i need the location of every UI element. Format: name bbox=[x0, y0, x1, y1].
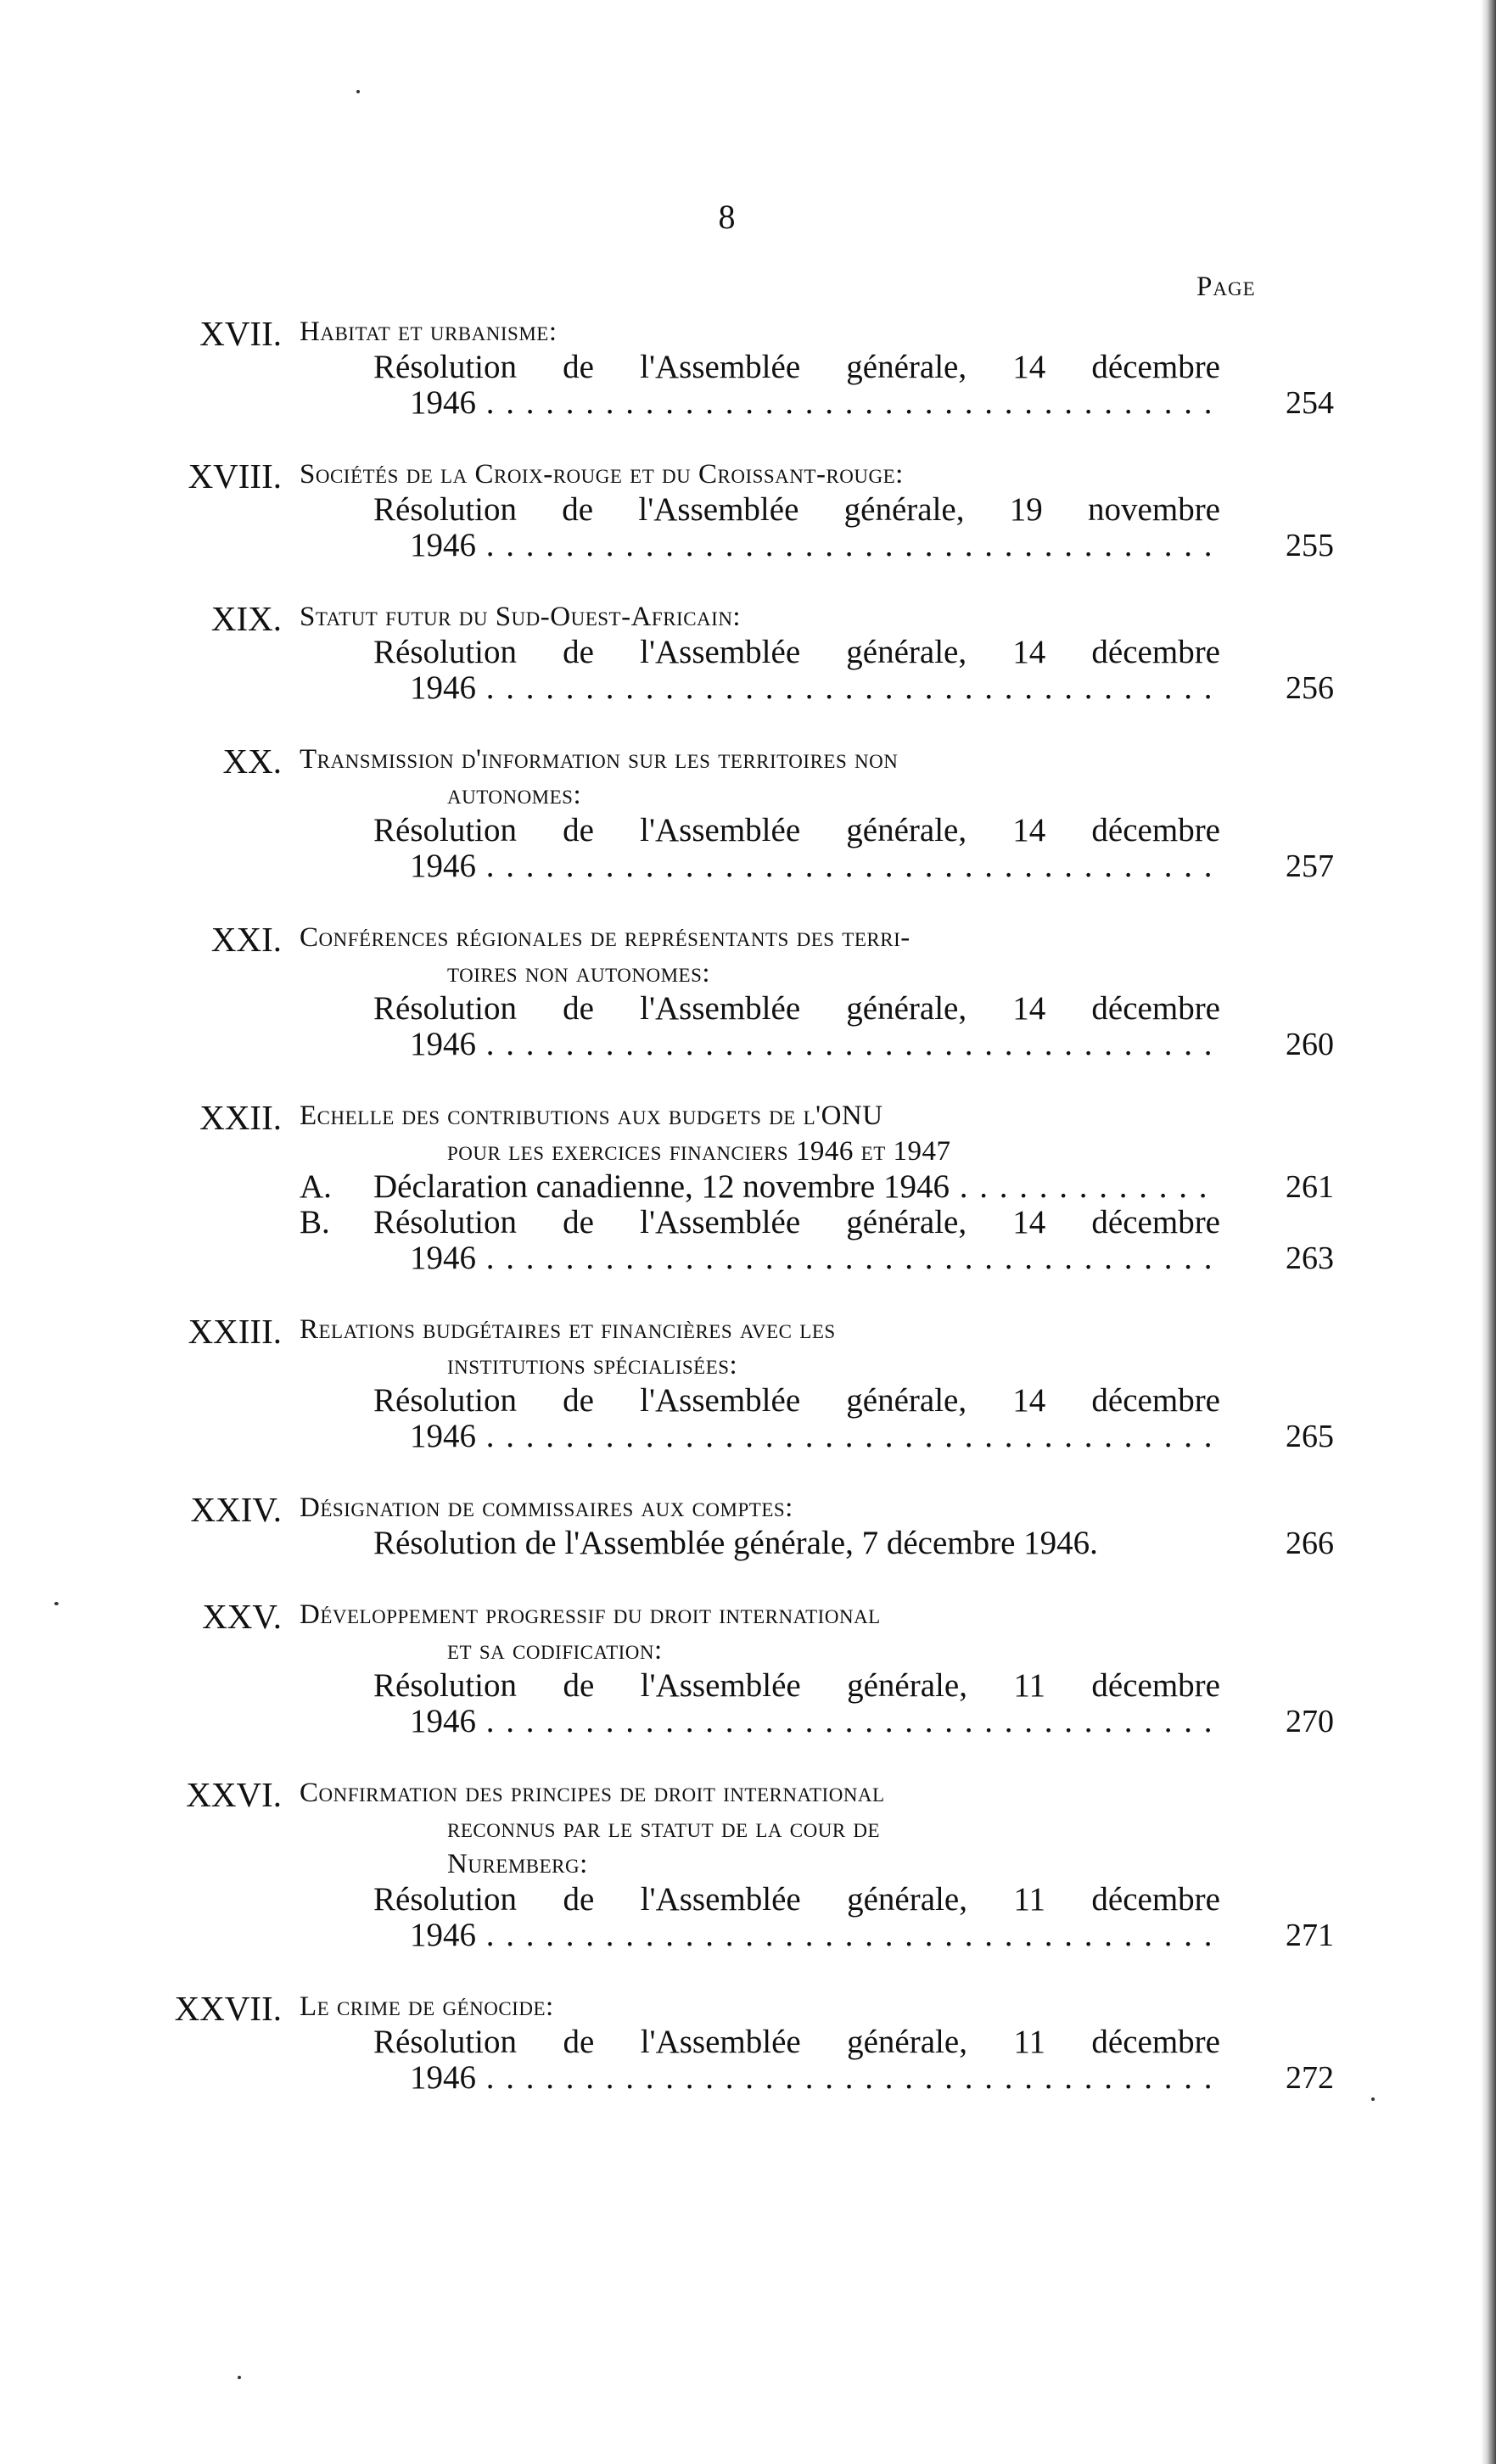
resolution-word: l'Assemblée bbox=[640, 1667, 801, 1704]
resolution-word: 14 bbox=[1012, 349, 1046, 385]
resolution-year: 1946 bbox=[410, 670, 476, 706]
entry-title-line: Sociétés de la Croix-rouge et du Croissant-rouge: bbox=[300, 459, 904, 490]
resolution-word: Résolution bbox=[373, 491, 518, 528]
resolution-word: 14 bbox=[1012, 1382, 1046, 1419]
page-reference: 255 bbox=[1286, 528, 1334, 563]
resolution-year: 1946 bbox=[410, 848, 476, 884]
page-reference: 271 bbox=[1286, 1918, 1334, 1953]
resolution-word: générale, bbox=[846, 349, 967, 385]
toc-entry bbox=[0, 1098, 1496, 1276]
resolution-year: 1946 bbox=[410, 1419, 476, 1454]
resolution-line bbox=[0, 350, 1496, 385]
resolution-year: 1946 bbox=[410, 528, 476, 563]
resolution-word: Résolution bbox=[373, 349, 518, 385]
page-reference: 257 bbox=[1286, 848, 1334, 884]
entry-title-line: Statut futur du Sud-Ouest-Africain: bbox=[300, 602, 742, 632]
resolution-year: 1946 bbox=[410, 1704, 476, 1739]
resolution-word: Résolution bbox=[373, 1881, 518, 1918]
page-column-header: Page bbox=[1196, 272, 1256, 302]
resolution-word: Résolution bbox=[373, 990, 518, 1027]
resolution-word: générale, bbox=[847, 1881, 967, 1918]
entry-title-line: Habitat et urbanisme: bbox=[300, 316, 557, 347]
resolution-year: 1946 bbox=[410, 385, 476, 421]
entry-number: XXIII. bbox=[188, 1312, 282, 1351]
resolution-line bbox=[0, 1205, 1496, 1240]
resolution-word: 14 bbox=[1012, 634, 1046, 670]
entry-title-line: Le crime de génocide: bbox=[300, 1991, 554, 2022]
page-reference: 272 bbox=[1286, 2060, 1334, 2096]
dot-leader bbox=[476, 1240, 1220, 1276]
resolution-word: 14 bbox=[1012, 812, 1046, 848]
entry-number: XXV. bbox=[202, 1597, 282, 1636]
entry-title-line: Désignation de commissaires aux comptes: bbox=[300, 1492, 793, 1523]
page-number: 8 bbox=[718, 198, 736, 236]
sub-entry-letter: A. bbox=[300, 1168, 332, 1205]
year-row bbox=[0, 848, 1496, 884]
resolution-word: décembre bbox=[1091, 349, 1220, 385]
page-reference: 263 bbox=[1286, 1240, 1334, 1276]
year-row bbox=[0, 385, 1496, 421]
resolution-word: de bbox=[563, 1667, 595, 1704]
resolution-word: générale, bbox=[846, 1204, 967, 1240]
resolution-line bbox=[0, 1668, 1496, 1704]
entry-title-line: Echelle des contributions aux budgets de l'ONU bbox=[300, 1100, 883, 1131]
page-reference: 254 bbox=[1286, 385, 1334, 421]
year-with-leader bbox=[410, 1027, 1220, 1062]
resolution-line bbox=[0, 991, 1496, 1027]
resolution-word: l'Assemblée bbox=[640, 990, 801, 1027]
year-with-leader bbox=[410, 1704, 1220, 1739]
resolution-line bbox=[0, 1526, 1496, 1561]
resolution-year: 1946 bbox=[410, 1918, 476, 1953]
resolution-word: de bbox=[563, 2024, 595, 2060]
sub-entry-b bbox=[0, 1205, 1496, 1276]
resolution-word: décembre bbox=[1091, 2024, 1220, 2060]
toc-entry bbox=[0, 1775, 1496, 1953]
year-with-leader bbox=[410, 1240, 1220, 1276]
resolution-line bbox=[0, 1882, 1496, 1918]
entry-title-line: pour les exercices financiers 1946 et 1947 bbox=[447, 1136, 951, 1167]
page-reference: 260 bbox=[1286, 1027, 1334, 1062]
toc-entry bbox=[0, 599, 1496, 706]
entry-number: XXVI. bbox=[186, 1775, 282, 1814]
entry-number: XVIII. bbox=[188, 456, 282, 496]
entry-title bbox=[300, 1775, 1220, 1882]
resolution-year: 1946 bbox=[410, 1027, 476, 1062]
resolution-year: 1946 bbox=[410, 2060, 476, 2096]
toc-entry bbox=[0, 314, 1496, 421]
entry-title-line: et sa codification: bbox=[447, 1635, 663, 1666]
entry-title-line: Développement progressif du droit international bbox=[300, 1599, 881, 1630]
entry-title bbox=[300, 599, 1220, 635]
resolution-word: l'Assemblée bbox=[640, 812, 801, 848]
resolution-word: générale, bbox=[847, 1667, 967, 1704]
resolution-word: de bbox=[562, 491, 594, 528]
year-row bbox=[0, 1027, 1496, 1062]
year-row bbox=[0, 670, 1496, 706]
entry-title-line: toires non autonomes: bbox=[447, 958, 711, 988]
resolution-line bbox=[0, 813, 1496, 848]
page-reference: 270 bbox=[1286, 1704, 1334, 1739]
page-edge-shadow bbox=[1481, 0, 1496, 2464]
entry-title bbox=[300, 314, 1220, 350]
page-reference: 261 bbox=[1286, 1169, 1334, 1205]
resolution-text bbox=[373, 1205, 1220, 1240]
dot-leader bbox=[950, 1169, 1220, 1205]
entry-title-line: Conférences régionales de représentants des terri- bbox=[300, 922, 910, 953]
resolution-word: de bbox=[563, 349, 594, 385]
dot-leader bbox=[476, 2060, 1220, 2096]
toc-entry bbox=[0, 456, 1496, 563]
dot-leader bbox=[476, 1027, 1220, 1062]
entry-title bbox=[300, 1098, 1220, 1169]
year-with-leader bbox=[410, 670, 1220, 706]
resolution-word: de bbox=[563, 634, 594, 670]
dot-leader bbox=[476, 670, 1220, 706]
resolution-word: décembre bbox=[1091, 1204, 1220, 1240]
sub-entry-text bbox=[373, 1169, 1220, 1205]
resolution-word: l'Assemblée bbox=[640, 634, 801, 670]
entry-title bbox=[300, 1490, 1220, 1526]
resolution-word: générale, bbox=[846, 990, 967, 1027]
dot-leader bbox=[476, 1419, 1220, 1454]
resolution-text bbox=[373, 1882, 1220, 1918]
scan-speck bbox=[238, 2376, 241, 2379]
year-row bbox=[0, 1240, 1496, 1276]
resolution-word: 11 bbox=[1013, 2024, 1045, 2060]
page-reference: 256 bbox=[1286, 670, 1334, 706]
resolution-line bbox=[0, 635, 1496, 670]
year-row bbox=[0, 1419, 1496, 1454]
entry-title bbox=[300, 456, 1220, 492]
entry-title-line: autonomes: bbox=[447, 780, 582, 810]
resolution-word: décembre bbox=[1091, 634, 1220, 670]
entry-number: XXIV. bbox=[190, 1490, 282, 1529]
resolution-word: décembre bbox=[1091, 812, 1220, 848]
entry-number: XXI. bbox=[210, 920, 282, 959]
dot-leader bbox=[476, 1704, 1220, 1739]
entry-title bbox=[300, 1597, 1220, 1668]
toc-entry bbox=[0, 1597, 1496, 1739]
entry-title-line: Relations budgétaires et financières avec les bbox=[300, 1314, 836, 1345]
sub-entry-letter: B. bbox=[300, 1204, 330, 1240]
resolution-word: Résolution bbox=[373, 2024, 518, 2060]
resolution-text bbox=[373, 813, 1220, 848]
toc-entry bbox=[0, 1312, 1496, 1454]
resolution-word: Résolution bbox=[373, 1382, 518, 1419]
resolution-word: de bbox=[563, 1204, 594, 1240]
resolution-word: de bbox=[563, 1382, 594, 1419]
entry-number: XXII. bbox=[199, 1098, 282, 1137]
scan-speck bbox=[356, 90, 360, 93]
resolution-word: Résolution bbox=[373, 1667, 518, 1704]
entry-number: XVII. bbox=[199, 314, 282, 353]
dot-leader bbox=[476, 385, 1220, 421]
entry-title bbox=[300, 742, 1220, 813]
resolution-word: générale, bbox=[843, 491, 965, 528]
resolution-word: Résolution bbox=[373, 1204, 518, 1240]
resolution-word: 11 bbox=[1013, 1667, 1045, 1704]
year-row bbox=[0, 1918, 1496, 1953]
resolution-word: l'Assemblée bbox=[640, 2024, 801, 2060]
entry-number: XX. bbox=[222, 742, 282, 781]
dot-leader bbox=[476, 1918, 1220, 1953]
entry-title-line: Nuremberg: bbox=[447, 1849, 588, 1879]
resolution-text bbox=[373, 1383, 1220, 1419]
year-row bbox=[0, 1704, 1496, 1739]
table-of-contents bbox=[0, 314, 1496, 2131]
resolution-word: de bbox=[563, 990, 594, 1027]
year-row bbox=[0, 528, 1496, 563]
resolution-word: générale, bbox=[846, 812, 967, 848]
resolution-text bbox=[373, 350, 1220, 385]
toc-entry bbox=[0, 742, 1496, 884]
resolution-word: Résolution bbox=[373, 812, 518, 848]
sub-entry-label: Déclaration canadienne, 12 novembre 1946 bbox=[373, 1169, 950, 1205]
resolution-word: de bbox=[563, 1881, 595, 1918]
resolution-year: 1946 bbox=[410, 1240, 476, 1276]
resolution-word: l'Assemblée bbox=[640, 349, 801, 385]
resolution-word: 14 bbox=[1012, 990, 1046, 1027]
dot-leader bbox=[476, 528, 1220, 563]
resolution-word: de bbox=[563, 812, 594, 848]
entry-title bbox=[300, 1989, 1220, 2024]
resolution-word: novembre bbox=[1088, 491, 1220, 528]
year-with-leader bbox=[410, 1918, 1220, 1953]
entry-title-line: reconnus par le statut de la cour de bbox=[447, 1813, 881, 1844]
toc-entry bbox=[0, 1490, 1496, 1561]
year-with-leader bbox=[410, 528, 1220, 563]
resolution-word: l'Assemblée bbox=[638, 491, 799, 528]
year-with-leader bbox=[410, 1419, 1220, 1454]
resolution-line bbox=[0, 1383, 1496, 1419]
resolution-word: générale, bbox=[846, 634, 967, 670]
year-row bbox=[0, 2060, 1496, 2096]
resolution-word: 14 bbox=[1012, 1204, 1046, 1240]
scan-speck bbox=[1371, 2097, 1375, 2101]
resolution-word: l'Assemblée bbox=[640, 1204, 801, 1240]
resolution-text bbox=[373, 1668, 1220, 1704]
resolution-word: 19 bbox=[1009, 491, 1043, 528]
resolution-word: l'Assemblée bbox=[640, 1382, 801, 1419]
year-with-leader bbox=[410, 848, 1220, 884]
entry-number: XIX. bbox=[210, 599, 282, 638]
resolution-text bbox=[373, 991, 1220, 1027]
resolution-text bbox=[373, 492, 1220, 528]
page-reference: 265 bbox=[1286, 1419, 1334, 1454]
resolution-word: l'Assemblée bbox=[640, 1881, 801, 1918]
page-reference: 266 bbox=[1286, 1526, 1334, 1561]
resolution-word: décembre bbox=[1091, 1667, 1220, 1704]
year-with-leader bbox=[410, 385, 1220, 421]
resolution-line bbox=[0, 2024, 1496, 2060]
entry-title bbox=[300, 1312, 1220, 1383]
resolution-word: générale, bbox=[847, 2024, 967, 2060]
entry-title-line: institutions spécialisées: bbox=[447, 1350, 738, 1380]
resolution-word: décembre bbox=[1091, 1881, 1220, 1918]
toc-entry bbox=[0, 1989, 1496, 2096]
resolution-word: décembre bbox=[1091, 1382, 1220, 1419]
entry-number: XXVII. bbox=[174, 1989, 282, 2028]
resolution-line bbox=[0, 492, 1496, 528]
resolution-text bbox=[373, 635, 1220, 670]
resolution-text bbox=[373, 2024, 1220, 2060]
scan-speck bbox=[54, 1602, 59, 1605]
entry-title-line: Confirmation des principes de droit international bbox=[300, 1778, 885, 1808]
resolution-word: Résolution bbox=[373, 634, 518, 670]
sub-entry-a bbox=[0, 1169, 1496, 1205]
resolution-word: générale, bbox=[846, 1382, 967, 1419]
resolution-text: Résolution de l'Assemblée générale, 7 décembre 1946. bbox=[373, 1526, 1098, 1561]
year-with-leader bbox=[410, 2060, 1220, 2096]
resolution-word: 11 bbox=[1013, 1881, 1045, 1918]
resolution-word: décembre bbox=[1091, 990, 1220, 1027]
dot-leader bbox=[476, 848, 1220, 884]
entry-title bbox=[300, 920, 1220, 991]
toc-entry bbox=[0, 920, 1496, 1062]
entry-title-line: Transmission d'information sur les territoires non bbox=[300, 744, 899, 775]
